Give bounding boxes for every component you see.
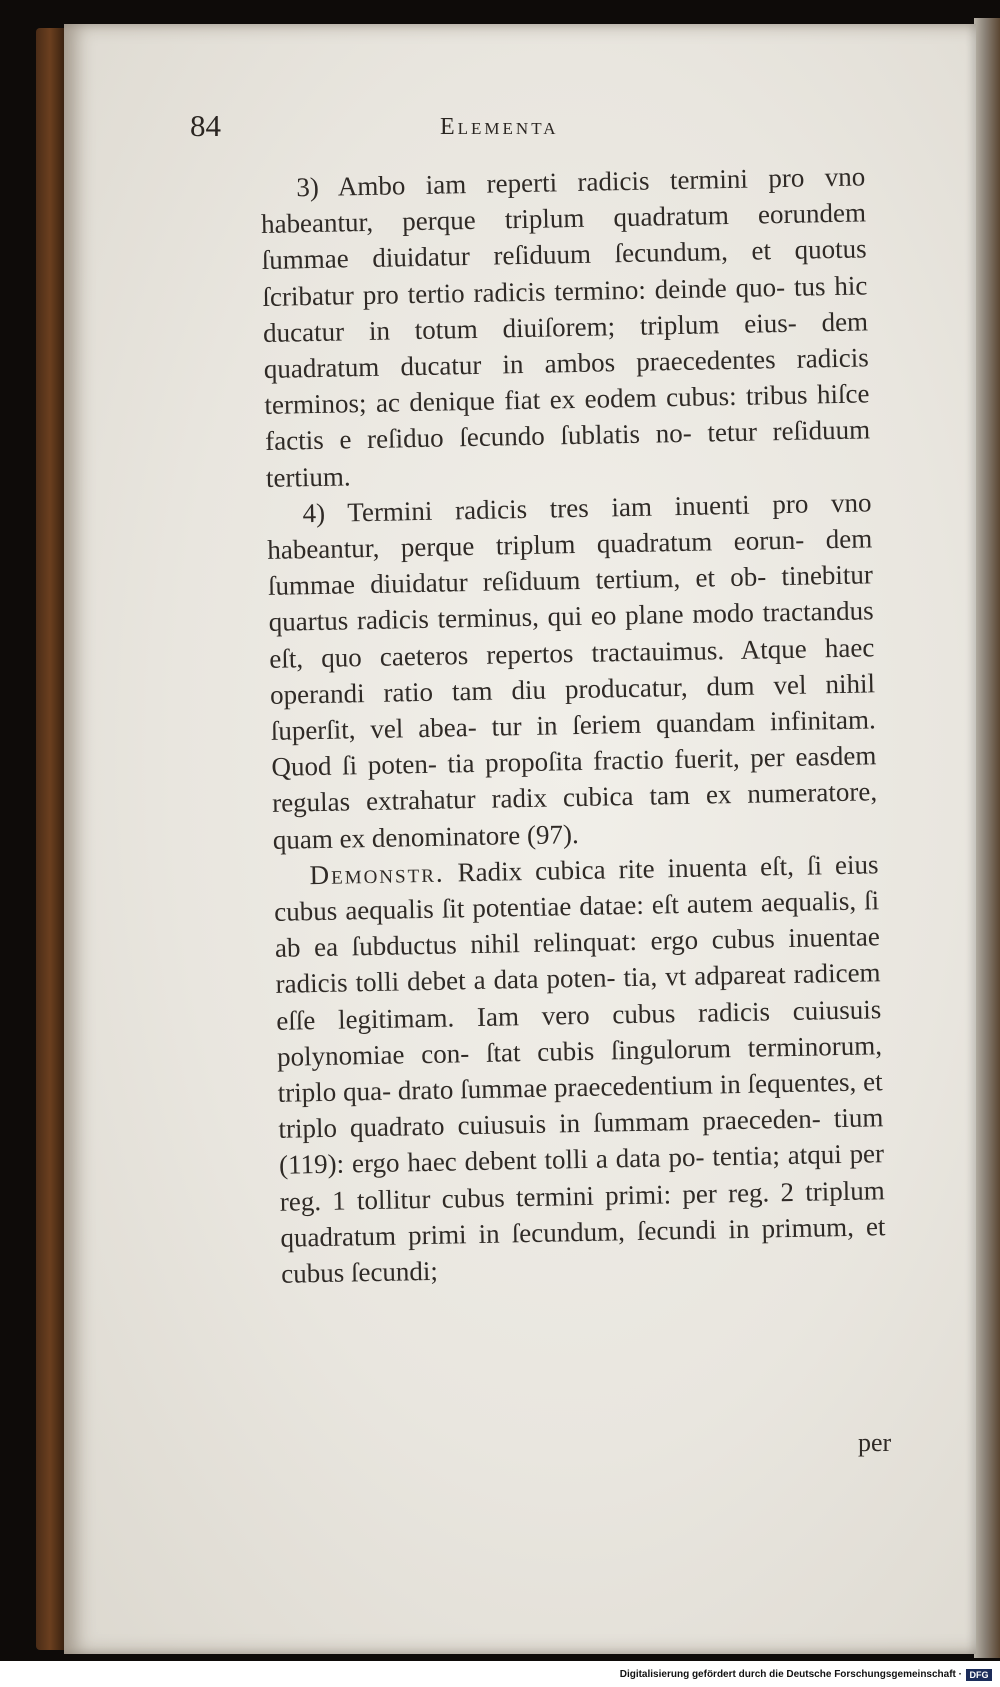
dfg-logo: DFG: [966, 1669, 992, 1681]
digitization-footer: [0, 1661, 1000, 1687]
paragraph-step-3: 3) Ambo iam reperti radicis termini pro vno habeantur, perque triplum quadratum eorundem ſummae diuidatur reſiduum ſecundum, et quotus ſcribatur pro tertio radicis termino: deinde quo- tus hic ducatur in totum diuiſorem; triplum eius- dem quadratum ducatur in ambos praecedentes radicis terminos; ac denique fiat ex eodem cubus: tribus hiſce factis e reſiduo ſecundo ſublatis no- tetur reſiduum tertium.: [260, 161, 871, 493]
paragraph-demonstration: [273, 846, 886, 1292]
page-header: [190, 108, 650, 148]
running-title: Elementa: [440, 114, 559, 140]
demonstration-text: Radix cubica rite inuenta eſt, ſi eius cubus aequalis ſit potentiae datae: eſt autem aequalis, ſi ab ea ſubductus nihil relinquat: ergo cubus inuentae radicis tolli debet a data poten- tia, vt adpareat radicem eſſe legitimam. Iam vero cubus radicis cuiusuis polynomiae con- ſtat cubis ſingulorum terminorum, triplo qua- drato ſummae praecedentium in ſequentes, et triplo quadrato cuiusuis in ſummam praeceden- tium (119): ergo haec debent tolli a data po- tentia; atqui per reg. 1 tollitur cubus termini primi: per reg. 2 triplum quadratum primi in ſecundum, ſecundi in primum, et cubus ſecundi;: [273, 849, 886, 1289]
footer-credit: Digitalisierung gefördert durch die Deutsche Forschungsgemeinschaft ·: [619, 1669, 962, 1680]
page-edge: [974, 18, 1000, 1658]
body-text: [260, 158, 886, 1292]
paragraph-step-4: 4) Termini radicis tres iam inuenti pro vno habeantur, perque triplum quadratum eorun- dem ſummae diuidatur reſiduum tertium, et ob- tinebitur quartus radicis terminus, qui eo plane modo tractandus eſt, quo caeteros repertos tractauimus. Atque haec operandi ratio tam diu producatur, dum vel nihil ſuperſit, vel abea- tur in ſeriem quandam infinitam. Quod ſi poten- tia propoſita fractio fuerit, per easdem regulas extrahatur radix cubica tam ex numeratore, quam ex denominatore (97).: [267, 487, 878, 855]
catchword: per: [858, 1428, 892, 1457]
page-number: 84: [190, 108, 221, 143]
demonstration-label: Demonstr.: [309, 857, 445, 891]
